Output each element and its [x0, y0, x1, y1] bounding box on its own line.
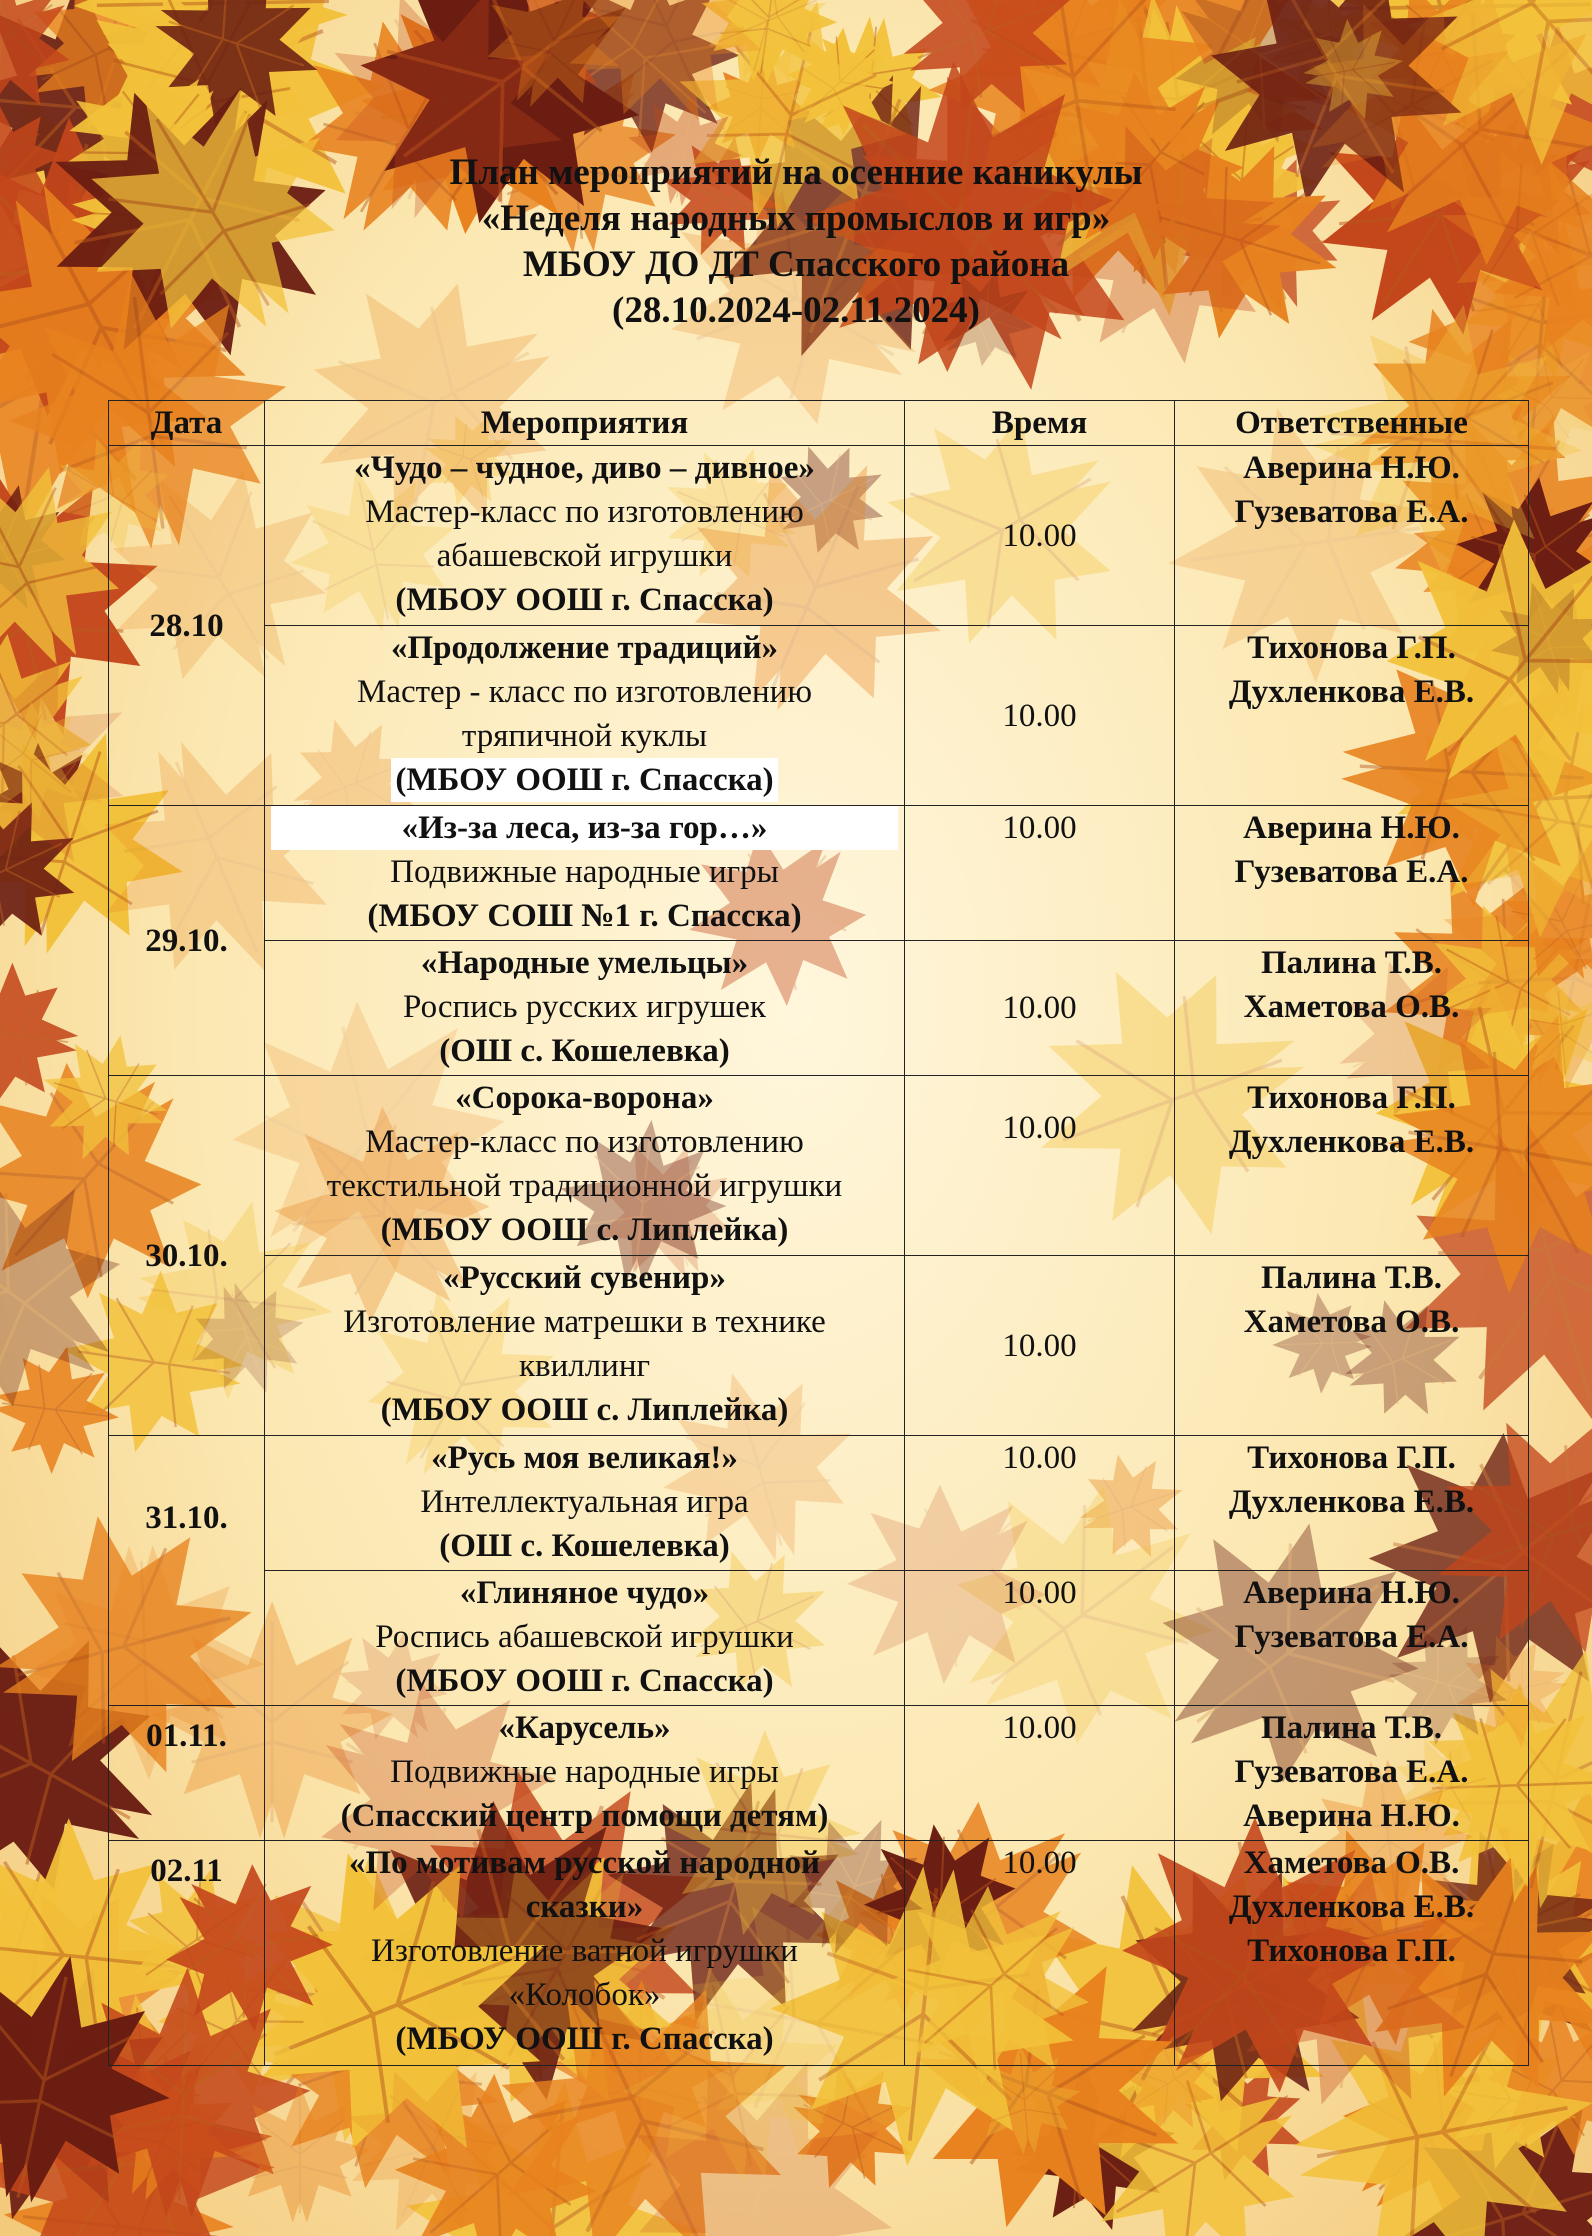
event-venue-text: (МБОУ ООШ г. Спасска) — [391, 758, 777, 802]
time-cell: 10.00 — [905, 1706, 1175, 1841]
table-row — [109, 446, 1529, 626]
event-cell — [265, 806, 905, 941]
date-cell: 31.10. — [109, 1436, 265, 1706]
table-row — [109, 1841, 1529, 2066]
event-cell — [265, 1256, 905, 1436]
date-cell: 30.10. — [109, 1076, 265, 1436]
table-row — [109, 1571, 1529, 1706]
events-table — [108, 400, 1529, 2066]
table-row — [109, 1256, 1529, 1436]
responsible-person: Гузеватова Е.А. — [1234, 494, 1469, 530]
table-row — [109, 941, 1529, 1076]
time-cell: 10.00 — [905, 1841, 1175, 2066]
event-venue: (МБОУ ООШ г. Спасска) — [395, 1663, 774, 1699]
event-description: Изготовление матрешки в технике — [343, 1304, 826, 1340]
responsible-cell — [1175, 1436, 1529, 1571]
header-responsible: Ответственные — [1175, 401, 1529, 446]
event-description: Роспись русских игрушек — [403, 989, 766, 1025]
responsible-person: Хаметова О.В. — [1243, 989, 1460, 1025]
event-cell — [265, 1706, 905, 1841]
event-name: «Чудо – чудное, диво – дивное» — [354, 450, 815, 486]
date-cell: 01.11. — [109, 1706, 265, 1841]
event-description: «Колобок» — [508, 1977, 661, 2013]
event-description: Мастер-класс по изготовлению — [365, 1124, 804, 1160]
time-cell: 10.00 — [905, 1256, 1175, 1436]
responsible-cell — [1175, 446, 1529, 626]
time-cell: 10.00 — [905, 626, 1175, 806]
title-line-4: (28.10.2024-02.11.2024) — [612, 290, 980, 331]
table-row — [109, 1436, 1529, 1571]
responsible-cell — [1175, 941, 1529, 1076]
title-line-1: План мероприятий на осенние каникулы — [449, 152, 1143, 193]
responsible-cell — [1175, 1706, 1529, 1841]
event-venue: (ОШ с. Кошелевка) — [439, 1033, 730, 1069]
event-description: Роспись абашевской игрушки — [375, 1619, 794, 1655]
responsible-person: Духленкова Е.В. — [1228, 1889, 1475, 1925]
time-cell: 10.00 — [905, 1571, 1175, 1706]
responsible-person: Хаметова О.В. — [1243, 1304, 1460, 1340]
responsible-cell — [1175, 626, 1529, 806]
responsible-person: Духленкова Е.В. — [1228, 674, 1475, 710]
event-venue: (МБОУ ООШ с. Липлейка) — [380, 1392, 789, 1428]
responsible-cell — [1175, 806, 1529, 941]
event-venue — [271, 758, 898, 802]
event-description: Мастер-класс по изготовлению — [365, 494, 804, 530]
time-cell: 10.00 — [905, 1436, 1175, 1571]
responsible-person: Гузеватова Е.А. — [1234, 854, 1469, 890]
header-time: Время — [905, 401, 1175, 446]
event-description: Изготовление ватной игрушки — [371, 1933, 798, 1969]
event-venue: (МБОУ ООШ г. Спасска) — [395, 2021, 774, 2057]
event-name: «Продолжение традиций» — [390, 630, 779, 666]
event-cell — [265, 626, 905, 806]
event-name: «По мотивам русской народной — [349, 1845, 820, 1881]
table-row — [109, 1706, 1529, 1841]
event-cell — [265, 446, 905, 626]
event-description: Мастер - класс по изготовлению — [357, 674, 812, 710]
responsible-person: Аверина Н.Ю. — [1243, 1798, 1460, 1834]
responsible-person: Тихонова Г.П. — [1247, 1933, 1456, 1969]
event-name-text: «Из-за леса, из-за гор…» — [271, 806, 898, 850]
event-name: «Народные умельцы» — [420, 945, 749, 981]
event-name: «Русский сувенир» — [443, 1260, 726, 1296]
responsible-person: Гузеватова Е.А. — [1234, 1619, 1469, 1655]
event-venue: (Спасский центр помощи детям) — [340, 1798, 829, 1834]
responsible-person: Тихонова Г.П. — [1247, 1440, 1456, 1476]
responsible-person: Хаметова О.В. — [1243, 1845, 1460, 1881]
event-description: квиллинг — [518, 1348, 651, 1384]
header-events: Мероприятия — [265, 401, 905, 446]
event-name: «Карусель» — [498, 1710, 671, 1746]
responsible-person: Палина Т.В. — [1261, 945, 1442, 981]
event-description: Интеллектуальная игра — [420, 1484, 749, 1520]
responsible-person: Аверина Н.Ю. — [1243, 1575, 1460, 1611]
responsible-person: Тихонова Г.П. — [1247, 630, 1456, 666]
event-cell — [265, 941, 905, 1076]
header-date: Дата — [109, 401, 265, 446]
responsible-cell — [1175, 1256, 1529, 1436]
responsible-person: Палина Т.В. — [1261, 1710, 1442, 1746]
responsible-person: Аверина Н.Ю. — [1243, 450, 1460, 486]
event-cell — [265, 1571, 905, 1706]
time-cell: 10.00 — [905, 1076, 1175, 1256]
event-description: текстильной традиционной игрушки — [326, 1168, 843, 1204]
document-title — [0, 150, 1592, 334]
event-name-continued: сказки» — [525, 1889, 644, 1925]
event-venue: (МБОУ ООШ г. Спасска) — [395, 582, 774, 618]
responsible-person: Тихонова Г.П. — [1247, 1080, 1456, 1116]
event-venue: (МБОУ ООШ с. Липлейка) — [380, 1212, 789, 1248]
event-name: «Русь моя великая!» — [431, 1440, 738, 1476]
event-name: «Глиняное чудо» — [459, 1575, 710, 1611]
date-cell: 28.10 — [109, 446, 265, 806]
event-cell — [265, 1841, 905, 2066]
time-cell: 10.00 — [905, 446, 1175, 626]
event-name: «Сорока-ворона» — [455, 1080, 714, 1116]
date-cell: 29.10. — [109, 806, 265, 1076]
responsible-person: Аверина Н.Ю. — [1243, 810, 1460, 846]
table-header-row — [109, 401, 1529, 446]
date-cell: 02.11 — [109, 1841, 265, 2066]
event-description: тряпичной куклы — [461, 718, 708, 754]
event-description: Подвижные народные игры — [390, 1754, 779, 1790]
event-description: абашевской игрушки — [436, 538, 733, 574]
table-row — [109, 806, 1529, 941]
event-venue: (ОШ с. Кошелевка) — [439, 1528, 730, 1564]
time-cell: 10.00 — [905, 941, 1175, 1076]
responsible-cell — [1175, 1571, 1529, 1706]
title-line-3: МБОУ ДО ДТ Спасского района — [522, 244, 1070, 285]
responsible-person: Духленкова Е.В. — [1228, 1484, 1475, 1520]
responsible-person: Духленкова Е.В. — [1228, 1124, 1475, 1160]
responsible-person: Гузеватова Е.А. — [1234, 1754, 1469, 1790]
event-description: Подвижные народные игры — [390, 854, 779, 890]
event-cell — [265, 1436, 905, 1571]
table-row — [109, 626, 1529, 806]
event-name — [271, 806, 898, 850]
event-venue: (МБОУ СОШ №1 г. Спасска) — [367, 898, 802, 934]
responsible-cell — [1175, 1841, 1529, 2066]
table-row — [109, 1076, 1529, 1256]
responsible-cell — [1175, 1076, 1529, 1256]
title-line-2: «Неделя народных промыслов и игр» — [481, 198, 1111, 239]
time-cell: 10.00 — [905, 806, 1175, 941]
event-cell — [265, 1076, 905, 1256]
responsible-person: Палина Т.В. — [1261, 1260, 1442, 1296]
